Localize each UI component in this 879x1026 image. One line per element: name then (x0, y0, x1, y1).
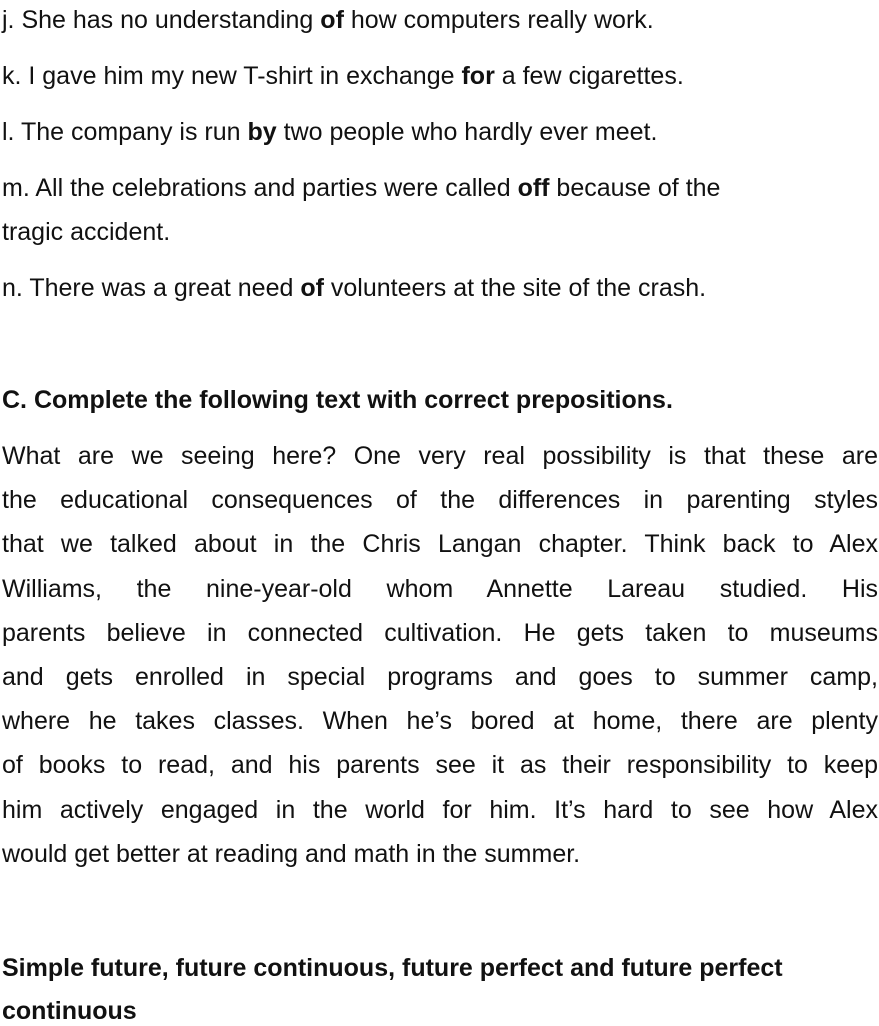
paragraph-line: parents believe in connected cultivation. He gets taken to museums (2, 618, 878, 647)
paragraph-line: where he takes classes. When he’s bored at home, there are plenty (2, 707, 878, 736)
answer-preposition: by (247, 118, 277, 146)
item-text: volunteers at the site of the crash. (323, 274, 707, 302)
answer-preposition: of (320, 6, 344, 34)
exercise-item-m-continuation: tragic accident. (2, 218, 171, 246)
exercise-item-l (2, 117, 657, 147)
answer-preposition: for (461, 62, 495, 90)
paragraph-line: What are we seeing here? One very real possibility is that these are (2, 442, 878, 470)
item-text: l. The company is run (2, 118, 248, 146)
paragraph-line: and gets enrolled in special programs and goes to summer camp, (2, 662, 878, 691)
item-text: because of the (549, 174, 721, 202)
item-text: a few cigarettes. (494, 62, 684, 90)
item-text: k. I gave him my new T-shirt in exchange (2, 62, 462, 90)
item-text: m. All the celebrations and parties were called (2, 174, 518, 202)
section-c-heading: C. Complete the following text with correct prepositions. (2, 386, 673, 414)
tenses-heading-line-2: continuous (2, 997, 137, 1025)
paragraph-line: would get better at reading and math in the summer. (2, 839, 581, 868)
item-text: how computers really work. (343, 6, 654, 34)
section-c-paragraph (2, 434, 878, 876)
item-text: j. She has no understanding (2, 6, 321, 34)
answer-preposition: of (300, 274, 324, 302)
item-text: n. There was a great need (2, 274, 301, 302)
answer-preposition: off (517, 174, 550, 202)
paragraph-line: of books to read, and his parents see it as their responsibility to keep (2, 751, 878, 780)
paragraph-line: the educational consequences of the differences in parenting styles (2, 486, 878, 515)
paragraph-line: that we talked about in the Chris Langan chapter. Think back to Alex (2, 530, 878, 559)
item-text: two people who hardly ever meet. (276, 118, 658, 146)
paragraph-line: him actively engaged in the world for him. It’s hard to see how Alex (2, 795, 878, 824)
exercise-item-n (2, 273, 706, 303)
exercise-item-m (2, 173, 720, 203)
tenses-heading-line-1: Simple future, future continuous, future perfect and future perfect (2, 954, 783, 982)
exercise-item-j (2, 5, 654, 35)
exercise-item-k (2, 61, 684, 91)
paragraph-line: Williams, the nine-year-old whom Annette Lareau studied. His (2, 574, 878, 603)
